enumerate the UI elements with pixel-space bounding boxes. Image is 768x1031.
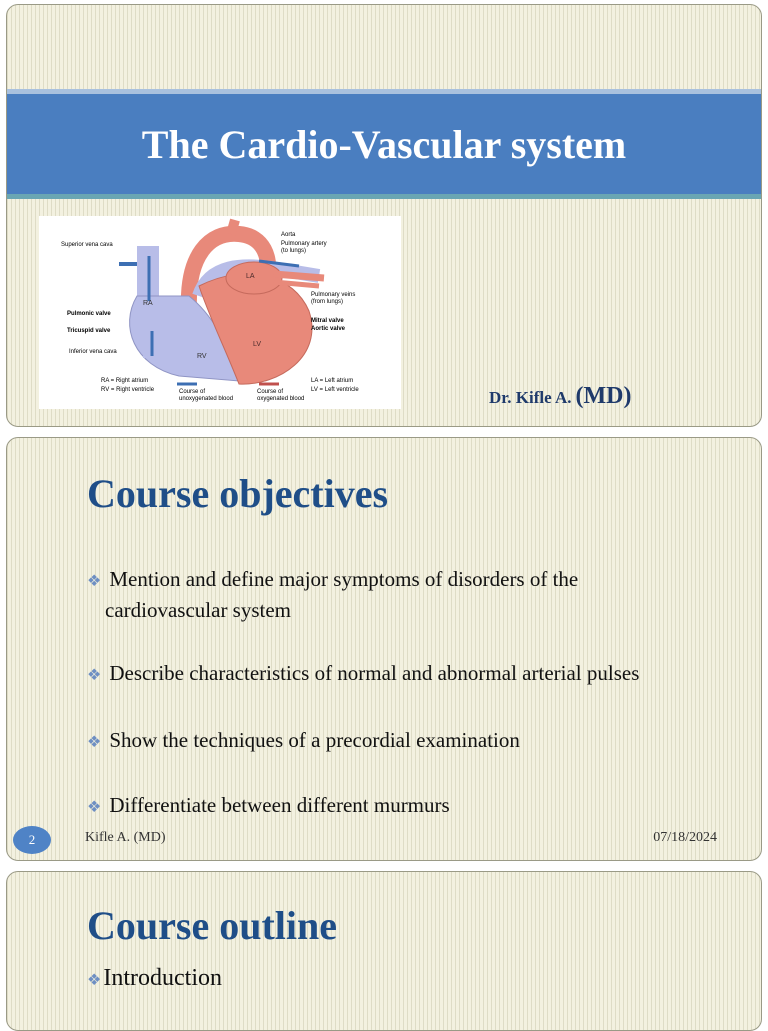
- label-la: LA: [246, 273, 255, 280]
- title-band: [7, 89, 761, 199]
- legend-unoxy-sub: unoxygenated blood: [179, 396, 234, 402]
- label-pulmonary-veins: Pulmonary veins: [311, 292, 356, 298]
- label-rv: RV: [197, 353, 207, 360]
- author-degree: (MD): [575, 383, 632, 409]
- legend-rv: RV = Right ventricle: [101, 387, 155, 393]
- objectives-heading: Course objectives: [87, 471, 389, 516]
- slide-outline: [6, 871, 762, 1031]
- outline-item: [87, 964, 727, 995]
- legend-ra: RA = Right atrium: [101, 378, 149, 384]
- outline-heading: Course outline: [87, 903, 337, 948]
- diamond-bullet-icon: ❖: [87, 573, 102, 590]
- diamond-bullet-icon: ❖: [87, 799, 102, 816]
- objective-text: Show the techniques of a precordial examination: [109, 728, 520, 752]
- author-credit: [489, 383, 631, 410]
- label-aorta: Aorta: [281, 232, 296, 238]
- objective-text: Differentiate between different murmurs: [109, 793, 450, 817]
- label-pulmonic-valve: Pulmonic valve: [67, 311, 111, 317]
- diamond-bullet-icon: ❖: [87, 667, 102, 684]
- legend-oxy-sub: oxygenated blood: [257, 396, 305, 402]
- label-inferior-vena-cava: Inferior vena cava: [69, 349, 117, 355]
- slide-title-text: The Cardio-Vascular system: [141, 121, 627, 167]
- author-name: Dr. Kifle A.: [489, 388, 572, 407]
- label-lv: LV: [253, 341, 262, 348]
- objective-text: Describe characteristics of normal and abnormal arterial pulses: [109, 661, 640, 685]
- diamond-bullet-icon: ❖: [87, 972, 102, 989]
- heart-diagram: [39, 216, 401, 409]
- footer-author: Kifle A. (MD): [85, 830, 166, 845]
- objective-text-cont: cardiovascular system: [105, 598, 292, 622]
- slide-title: [6, 4, 762, 427]
- label-pulmonary-artery: Pulmonary artery: [281, 241, 327, 247]
- label-tricuspid-valve: Tricuspid valve: [67, 328, 111, 334]
- objective-item: [87, 791, 727, 822]
- page-number-badge: 2: [13, 826, 51, 854]
- objective-text: Mention and define major symptoms of disorders of the: [109, 567, 579, 591]
- label-pulmonary-artery-sub: (to lungs): [281, 248, 307, 254]
- outline-text: Introduction: [103, 965, 222, 991]
- diamond-bullet-icon: ❖: [87, 734, 102, 751]
- objective-item: [87, 565, 727, 624]
- label-ra: RA: [143, 300, 153, 307]
- slide-objectives: [6, 437, 762, 861]
- legend-la: LA = Left atrium: [311, 378, 354, 384]
- footer-date: 07/18/2024: [653, 830, 717, 845]
- legend-lv: LV = Left ventricle: [311, 387, 359, 393]
- label-pulmonary-veins-sub: (from lungs): [311, 299, 344, 305]
- objective-item: [87, 726, 727, 757]
- label-superior-vena-cava: Superior vena cava: [61, 242, 113, 248]
- label-aortic-valve: Aortic valve: [311, 326, 346, 332]
- legend-oxy: Course of: [257, 389, 284, 395]
- legend-unoxy: Course of: [179, 389, 206, 395]
- objective-item: [87, 659, 727, 690]
- label-mitral-valve: Mitral valve: [311, 318, 344, 324]
